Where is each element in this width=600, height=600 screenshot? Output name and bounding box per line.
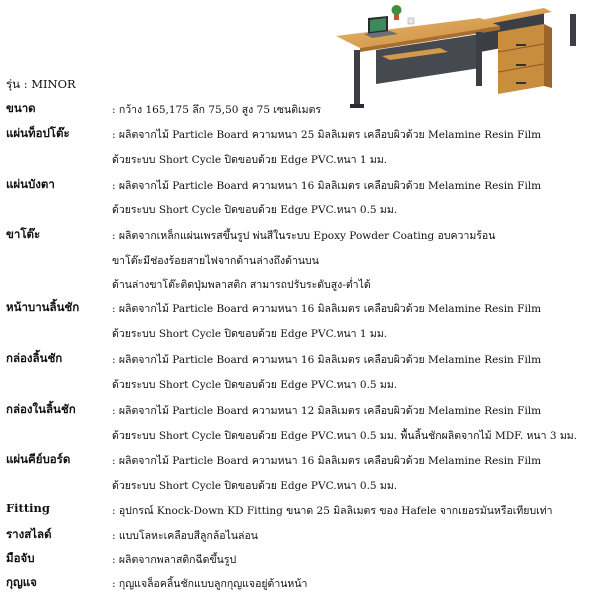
spec-label-fitting: Fitting (6, 501, 50, 515)
spec-label-drawer-front: หน้าบานลิ้นชัก (6, 300, 80, 314)
spec-value-inner-drawer-1: : ผลิตจากไม้ Particle Board ความหนา 12 มิลลิเมตร เคลือบผิวด้วย Melamine Resin Film (112, 405, 542, 417)
spec-label-lock: กุญแจ (6, 575, 37, 589)
spec-label-drawer-box: กล่องลิ้นชัก (6, 351, 63, 365)
spec-value-slide-rail: : แบบโลหะเคลือบสีลูกล้อไนล่อน (112, 530, 258, 542)
spec-label-size: ขนาด (6, 101, 36, 115)
spec-value-fitting: : อุปกรณ์ Knock-Down KD Fitting ขนาด 25 มิลลิเมตร ของ Hafele จากเยอรมันหรือเทียบเท่า (112, 505, 553, 517)
spec-value-handle: : ผลิตจากพลาสติกฉีดขึ้นรูป (112, 554, 237, 566)
model-label: รุ่น : (6, 77, 28, 91)
spec-label-slide-rail: รางสไลด์ (6, 527, 52, 541)
model-value: MINOR (31, 77, 76, 91)
spec-value-lock: : กุญแจล็อคลิ้นชักแบบลูกกุญแจอยู่ด้านหน้า (112, 578, 308, 590)
spec-value-drawer-front-2: ด้วยระบบ Short Cycle ปิดขอบด้วย Edge PVC.หนา 1 มม. (112, 328, 388, 340)
spec-value-keyboard-tray-2: ด้วยระบบ Short Cycle ปิดขอบด้วย Edge PVC.หนา 0.5 มม. (112, 480, 398, 492)
spec-value-desktop-2: ด้วยระบบ Short Cycle ปิดขอบด้วย Edge PVC.หนา 1 มม. (112, 154, 388, 166)
desk-product-image (330, 2, 592, 110)
spec-value-modesty-panel-2: ด้วยระบบ Short Cycle ปิดขอบด้วย Edge PVC.หนา 0.5 มม. (112, 204, 398, 216)
spec-value-desktop-1: : ผลิตจากไม้ Particle Board ความหนา 25 มิลลิเมตร เคลือบผิวด้วย Melamine Resin Film (112, 129, 542, 141)
spec-value-inner-drawer-2: ด้วยระบบ Short Cycle ปิดขอบด้วย Edge PVC.หนา 0.5 มม. พื้นลิ้นชักผลิตจากไม้ MDF. หนา 3 มม. (112, 430, 578, 442)
spec-value-legs-3: ด้านล่างขาโต๊ะติดปุ่มพลาสติก สามารถปรับระดับสูง-ต่ำได้ (112, 279, 371, 291)
spec-label-modesty-panel: แผ่นบังตา (6, 177, 55, 191)
spec-label-legs: ขาโต๊ะ (6, 227, 41, 241)
spec-label-handle: มือจับ (6, 551, 35, 565)
spec-value-keyboard-tray-1: : ผลิตจากไม้ Particle Board ความหนา 16 มิลลิเมตร เคลือบผิวด้วย Melamine Resin Film (112, 455, 542, 467)
spec-label-inner-drawer: กล่องในลิ้นชัก (6, 402, 76, 416)
spec-value-drawer-box-2: ด้วยระบบ Short Cycle ปิดขอบด้วย Edge PVC.หนา 0.5 มม. (112, 379, 398, 391)
spec-label-keyboard-tray: แผ่นคีย์บอร์ด (6, 452, 71, 466)
model-line (6, 76, 76, 94)
spec-value-modesty-panel-1: : ผลิตจากไม้ Particle Board ความหนา 16 มิลลิเมตร เคลือบผิวด้วย Melamine Resin Film (112, 180, 542, 192)
spec-value-drawer-front-1: : ผลิตจากไม้ Particle Board ความหนา 16 มิลลิเมตร เคลือบผิวด้วย Melamine Resin Film (112, 303, 542, 315)
spec-label-desktop: แผ่นท็อปโต๊ะ (6, 126, 70, 140)
spec-value-legs-2: ขาโต๊ะมีช่องร้อยสายไฟจากด้านล่างถึงด้านบน (112, 255, 319, 267)
spec-value-size: : กว้าง 165,175 ลึก 75,50 สูง 75 เซนติเมตร (112, 104, 322, 116)
spec-value-drawer-box-1: : ผลิตจากไม้ Particle Board ความหนา 16 มิลลิเมตร เคลือบผิวด้วย Melamine Resin Film (112, 354, 542, 366)
spec-value-legs-1: : ผลิตจากเหล็กแผ่นเพรสขึ้นรูป พ่นสีในระบบ Epoxy Powder Coating อบความร้อน (112, 230, 496, 242)
